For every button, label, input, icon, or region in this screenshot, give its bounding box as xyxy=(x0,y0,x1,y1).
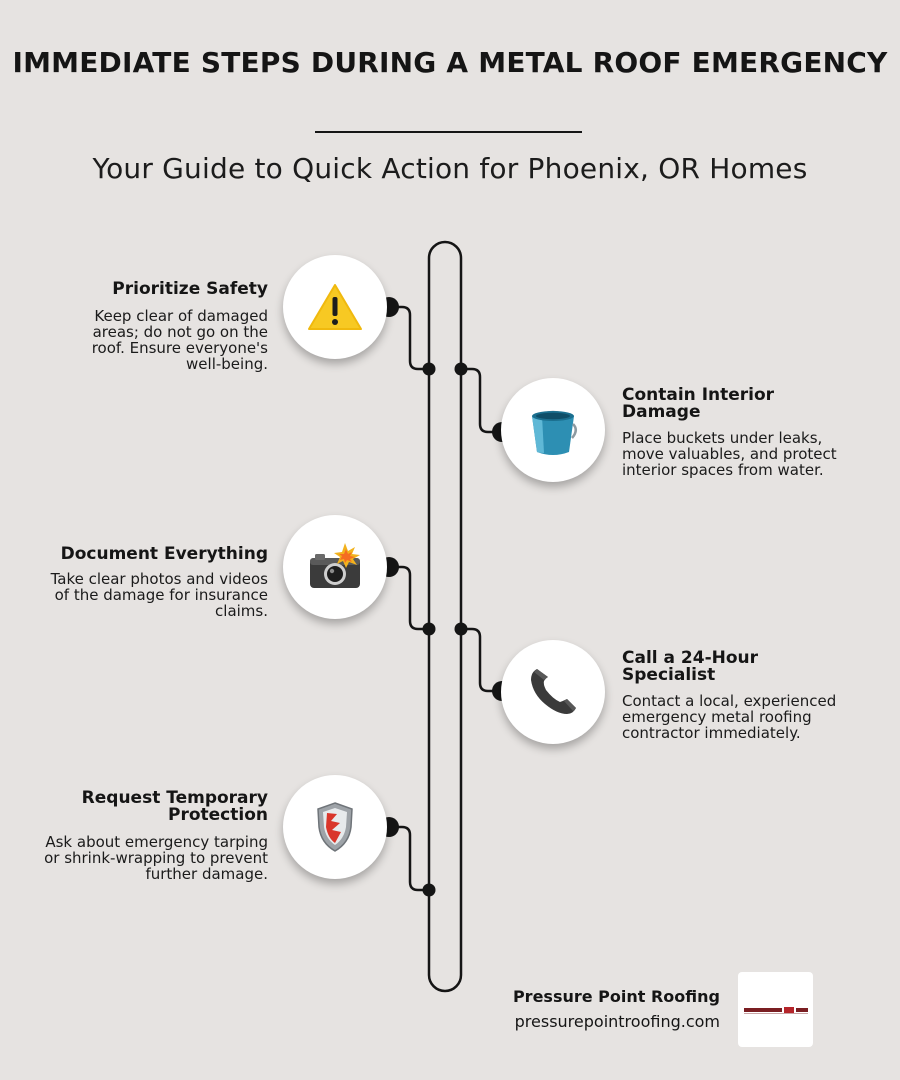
infographic-subtitle: Your Guide to Quick Action for Phoenix, OR Homes xyxy=(92,152,808,185)
infographic-title: IMMEDIATE STEPS DURING A METAL ROOF EMERGENCY xyxy=(12,46,888,79)
step-1-title: Prioritize Safety xyxy=(112,279,268,299)
bucket-icon xyxy=(526,402,580,458)
step-3-description: Take clear photos and videos of the damage for insurance claims. xyxy=(50,570,268,620)
shield-icon xyxy=(315,801,355,853)
step-3-title: Document Everything xyxy=(60,544,268,564)
step-4-icon-circle xyxy=(501,640,605,744)
node-step-3-track xyxy=(423,623,436,636)
step-2-description: Place buckets under leaks, move valuables, and protect interior spaces from water. xyxy=(622,429,837,479)
connector-step-1 xyxy=(389,307,429,369)
timeline-track xyxy=(429,242,461,991)
step-4-title: Call a 24-Hour Specialist xyxy=(622,648,759,685)
connector-step-4 xyxy=(461,629,502,691)
connector-step-5 xyxy=(389,827,429,890)
step-5-description: Ask about emergency tarping or shrink-wrapping to prevent further damage. xyxy=(44,833,268,883)
step-2-icon-circle xyxy=(501,378,605,482)
step-4-description: Contact a local, experienced emergency metal roofing contractor immediately. xyxy=(622,692,837,742)
connector-step-3 xyxy=(389,567,429,629)
step-2-title: Contain Interior Damage xyxy=(622,385,775,422)
step-1-description: Keep clear of damaged areas; do not go on the roof. Ensure everyone's well-being. xyxy=(91,307,268,373)
warning-icon xyxy=(307,282,363,332)
step-5-title: Request Temporary Protection xyxy=(81,788,268,825)
brand-name: Pressure Point Roofing xyxy=(512,987,720,1006)
node-step-1-track xyxy=(423,363,436,376)
node-step-2-track xyxy=(455,363,468,376)
node-step-5-track xyxy=(423,884,436,897)
brand-logo xyxy=(738,972,813,1047)
connector-step-2 xyxy=(461,369,502,432)
step-5-icon-circle xyxy=(283,775,387,879)
step-1-icon-circle xyxy=(283,255,387,359)
step-3-icon-circle xyxy=(283,515,387,619)
brand-url[interactable]: pressurepointroofing.com xyxy=(514,1012,720,1031)
logo-wordmark-graphic xyxy=(742,1005,810,1015)
camera-flash-icon xyxy=(307,542,363,592)
telephone-icon xyxy=(527,666,579,718)
node-step-4-track xyxy=(455,623,468,636)
